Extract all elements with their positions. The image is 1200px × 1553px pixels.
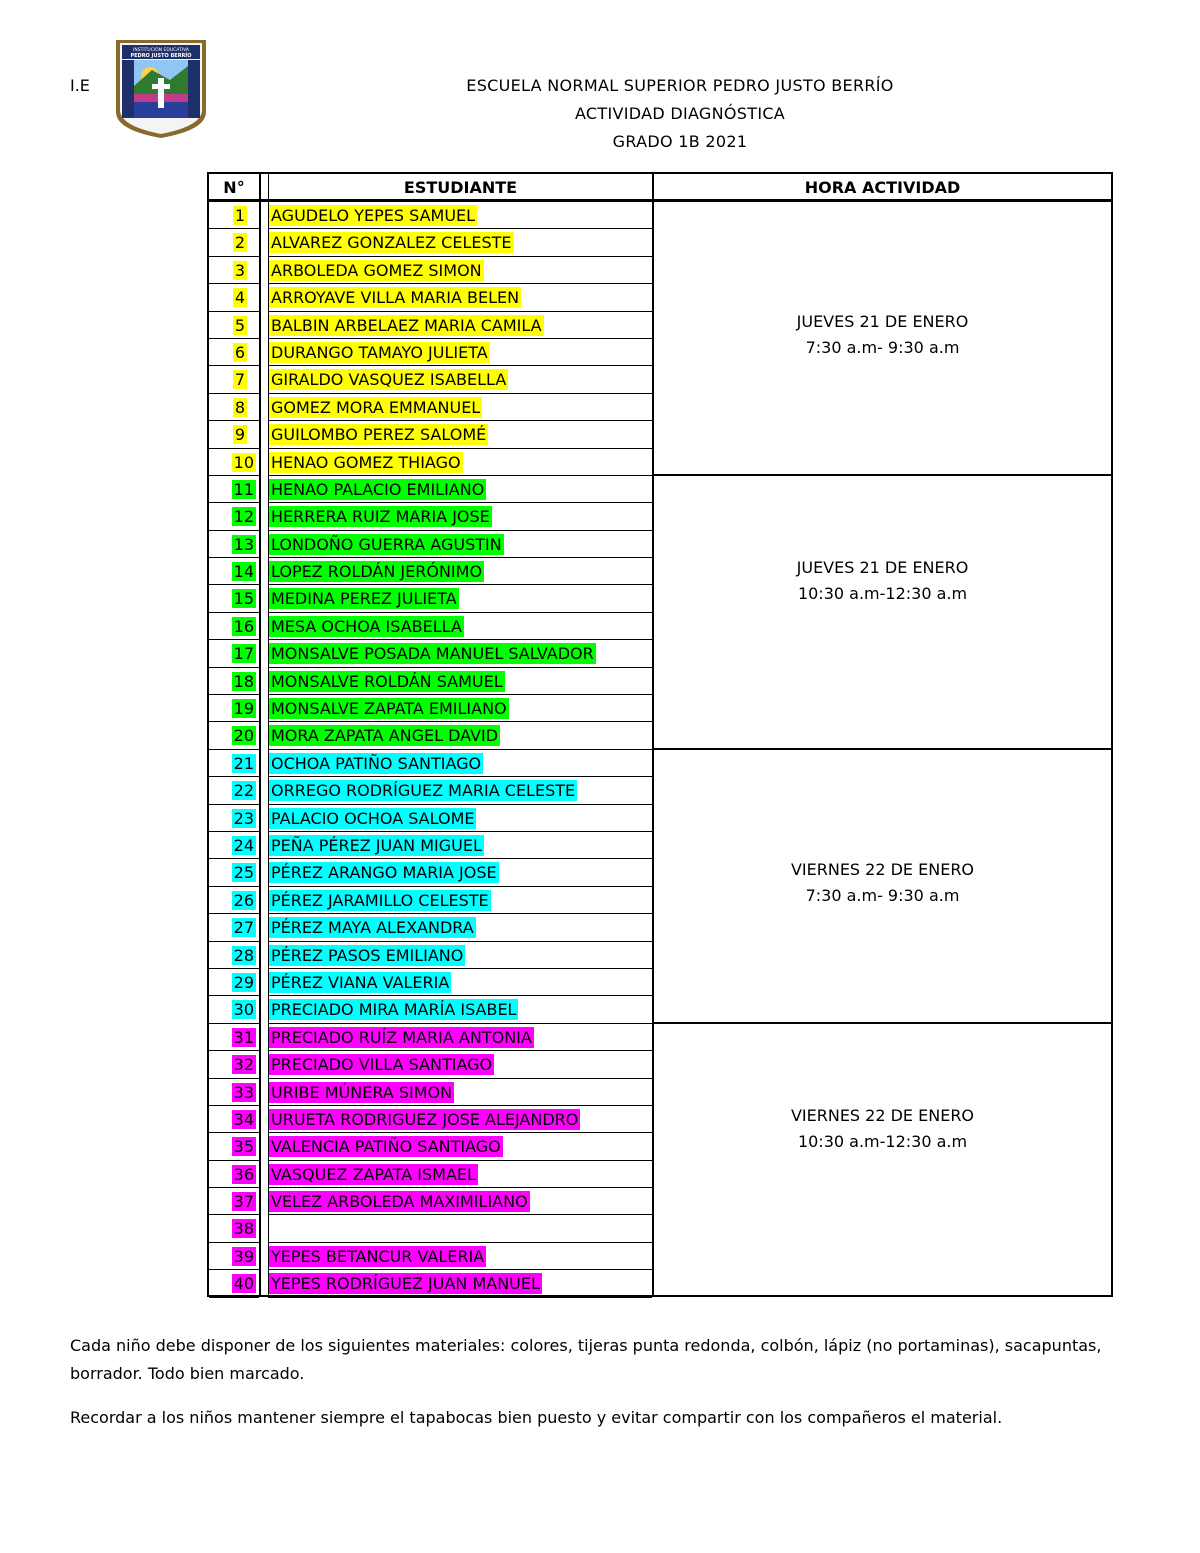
student-cell <box>268 859 652 886</box>
student-number: 34 <box>233 1109 254 1129</box>
student-number: 37 <box>233 1192 254 1212</box>
student-cell <box>268 613 652 640</box>
number-cell <box>209 805 259 832</box>
student-name: BALBIN ARBELAEZ MARIA CAMILA <box>271 315 542 335</box>
student-number: 18 <box>233 671 254 691</box>
number-cell <box>209 942 259 969</box>
number-cell <box>209 531 259 558</box>
student-cell <box>268 558 652 585</box>
student-name: PÉREZ PASOS EMILIANO <box>271 945 464 965</box>
student-name: PALACIO OCHOA SALOME <box>271 808 475 828</box>
student-cell <box>268 503 652 530</box>
student-cell <box>268 996 652 1023</box>
student-cell <box>268 750 652 777</box>
student-cell <box>268 366 652 393</box>
student-cell <box>268 421 652 448</box>
student-cell <box>268 640 652 667</box>
student-cell <box>268 777 652 804</box>
student-name: PÉREZ MAYA ALEXANDRA <box>271 918 474 938</box>
student-cell <box>268 805 652 832</box>
student-number: 38 <box>233 1219 254 1239</box>
student-number: 10 <box>233 452 254 472</box>
student-name: MORA ZAPATA ANGEL DAVID <box>271 726 499 746</box>
student-number: 20 <box>233 726 254 746</box>
number-cell <box>209 202 259 229</box>
student-cell <box>268 312 652 339</box>
student-name: PÉREZ ARANGO MARIA JOSE <box>271 863 497 883</box>
slot-time: 7:30 a.m- 9:30 a.m <box>805 338 960 357</box>
student-cell <box>268 1133 652 1160</box>
student-number: 8 <box>234 397 245 417</box>
number-cell <box>209 1215 259 1242</box>
header-time: HORA ACTIVIDAD <box>804 178 961 197</box>
student-number: 16 <box>233 616 254 636</box>
number-cell <box>209 1024 259 1051</box>
time-slot <box>654 1024 1111 1298</box>
student-cell <box>268 476 652 503</box>
number-cell <box>209 229 259 256</box>
number-cell <box>209 777 259 804</box>
student-number: 39 <box>233 1246 254 1266</box>
number-cell <box>209 668 259 695</box>
student-name: DURANGO TAMAYO JULIETA <box>271 342 488 362</box>
student-name: ARBOLEDA GOMEZ SIMON <box>271 260 482 280</box>
student-name: GUILOMBO PEREZ SALOMÉ <box>271 425 487 445</box>
student-number: 15 <box>233 589 254 609</box>
number-cell <box>209 339 259 366</box>
student-number: 26 <box>233 890 254 910</box>
number-cell <box>209 1051 259 1078</box>
number-cell <box>209 1243 259 1270</box>
student-cell <box>268 1161 652 1188</box>
student-schedule-table <box>207 172 1113 1297</box>
number-cell <box>209 1270 259 1297</box>
slot-day: JUEVES 21 DE ENERO <box>796 558 969 577</box>
student-cell <box>268 1270 652 1297</box>
student-number: 7 <box>234 370 245 390</box>
student-name: URUETA RODRIGUEZ JOSE ALEJANDRO <box>271 1109 579 1129</box>
time-slot <box>654 202 1111 476</box>
student-name: PÉREZ VIANA VALERIA <box>271 972 450 992</box>
student-name: ARROYAVE VILLA MARIA BELEN <box>271 288 520 308</box>
student-number: 33 <box>233 1082 254 1102</box>
student-number: 40 <box>233 1274 254 1294</box>
student-number: 11 <box>233 479 254 499</box>
slot-time: 10:30 a.m-12:30 a.m <box>797 584 968 603</box>
number-cell <box>209 722 259 749</box>
student-cell <box>268 695 652 722</box>
number-cell <box>209 1079 259 1106</box>
student-name: GOMEZ MORA EMMANUEL <box>271 397 481 417</box>
student-cell <box>268 1243 652 1270</box>
student-number: 21 <box>233 753 254 773</box>
student-name: HENAO PALACIO EMILIANO <box>271 479 485 499</box>
student-cell <box>268 969 652 996</box>
number-cell <box>209 585 259 612</box>
student-name: MONSALVE ROLDÁN SAMUEL <box>271 671 503 691</box>
student-name: YEPES RODRÍGUEZ JUAN MANUEL <box>271 1274 540 1294</box>
student-number: 14 <box>233 562 254 582</box>
student-name: HENAO GOMEZ THIAGO <box>271 452 461 472</box>
svg-text:PEDRO JUSTO BERRÍO: PEDRO JUSTO BERRÍO <box>130 53 192 59</box>
student-name: AGUDELO YEPES SAMUEL <box>271 206 476 225</box>
reminder-note: Recordar a los niños mantener siempre el tapabocas bien puesto y evitar compartir con los compañeros el material. <box>70 1408 1003 1427</box>
number-cell <box>209 421 259 448</box>
grade-year: GRADO 1B 2021 <box>612 132 748 151</box>
number-cell <box>209 695 259 722</box>
svg-text:INSTITUCIÓN EDUCATIVA: INSTITUCIÓN EDUCATIVA <box>133 48 189 53</box>
student-number: 12 <box>233 507 254 527</box>
student-number: 22 <box>233 781 254 801</box>
student-number: 23 <box>233 808 254 828</box>
student-cell <box>268 942 652 969</box>
student-name: MEDINA PEREZ JULIETA <box>271 589 457 609</box>
student-name: PÉREZ JARAMILLO CELESTE <box>271 890 489 910</box>
number-cell <box>209 996 259 1023</box>
student-number: 4 <box>234 288 245 308</box>
slot-time: 7:30 a.m- 9:30 a.m <box>805 886 960 905</box>
number-cell <box>209 366 259 393</box>
student-cell <box>268 284 652 311</box>
student-cell <box>268 1188 652 1215</box>
student-cell <box>268 1215 652 1242</box>
student-name: PRECIADO MIRA MARÍA ISABEL <box>271 1000 517 1020</box>
table-header <box>209 174 1111 202</box>
student-number: 32 <box>233 1055 254 1075</box>
number-cell <box>209 1161 259 1188</box>
student-cell <box>268 722 652 749</box>
student-cell <box>268 1106 652 1133</box>
student-name: PRECIADO RUÍZ MARIA ANTONIA <box>271 1027 532 1047</box>
student-name: MONSALVE POSADA MANUEL SALVADOR <box>271 644 594 664</box>
student-name: VALENCIA PATIÑO SANTIAGO <box>271 1137 501 1157</box>
number-cell <box>209 859 259 886</box>
student-number: 24 <box>233 835 254 855</box>
number-cell <box>209 1188 259 1215</box>
student-number: 27 <box>233 918 254 938</box>
student-cell <box>268 449 652 476</box>
number-cell <box>209 476 259 503</box>
number-cell <box>209 613 259 640</box>
student-cell <box>268 257 652 284</box>
number-cell <box>209 1133 259 1160</box>
student-number: 19 <box>233 699 254 719</box>
student-name: PEÑA PÉREZ JUAN MIGUEL <box>271 835 482 855</box>
student-number: 6 <box>234 342 245 362</box>
student-name: VASQUEZ ZAPATA ISMAEL <box>271 1164 476 1184</box>
student-cell <box>268 585 652 612</box>
number-cell <box>209 284 259 311</box>
number-cell <box>209 312 259 339</box>
student-name: MESA OCHOA ISABELLA <box>271 616 462 636</box>
student-name: VELEZ ARBOLEDA MAXIMILIANO <box>271 1192 528 1212</box>
number-cell <box>209 914 259 941</box>
number-cell <box>209 887 259 914</box>
student-cell <box>268 887 652 914</box>
student-cell <box>268 914 652 941</box>
number-cell <box>209 750 259 777</box>
student-name: LOPEZ ROLDÁN JERÓNIMO <box>271 562 483 582</box>
student-number: 2 <box>234 233 245 253</box>
student-name: ORREGO RODRÍGUEZ MARIA CELESTE <box>271 781 576 801</box>
student-name: MONSALVE ZAPATA EMILIANO <box>271 699 507 719</box>
student-number: 5 <box>234 315 245 335</box>
student-cell <box>268 1079 652 1106</box>
student-number: 3 <box>234 260 245 280</box>
student-name: YEPES BETANCUR VALERIA <box>271 1246 485 1266</box>
student-number: 1 <box>234 206 245 225</box>
student-number: 29 <box>233 972 254 992</box>
number-cell <box>209 394 259 421</box>
student-number: 13 <box>233 534 254 554</box>
student-cell <box>268 832 652 859</box>
activity-title: ACTIVIDAD DIAGNÓSTICA <box>574 104 786 123</box>
number-cell <box>209 449 259 476</box>
time-slot <box>654 476 1111 750</box>
student-cell <box>268 394 652 421</box>
number-cell <box>209 1106 259 1133</box>
number-cell <box>209 257 259 284</box>
number-cell <box>209 640 259 667</box>
student-name: URIBE MÚNERA SIMON <box>271 1082 453 1102</box>
student-name: GIRALDO VASQUEZ ISABELLA <box>271 370 507 390</box>
slot-day: VIERNES 22 DE ENERO <box>790 1106 975 1125</box>
slot-day: VIERNES 22 DE ENERO <box>790 860 975 879</box>
student-number: 28 <box>233 945 254 965</box>
student-number: 30 <box>233 1000 254 1020</box>
header-student: ESTUDIANTE <box>403 178 518 197</box>
student-cell <box>268 1024 652 1051</box>
materials-note: Cada niño debe disponer de los siguientes materiales: colores, tijeras punta redonda, colbón, lápiz (no portaminas), sacapuntas, borrador. Todo bien marcado. <box>70 1336 1102 1383</box>
student-number: 9 <box>234 425 245 445</box>
ie-label: I.E <box>70 76 90 95</box>
student-cell <box>268 202 652 229</box>
school-crest-logo <box>112 38 210 140</box>
student-cell <box>268 668 652 695</box>
number-cell <box>209 832 259 859</box>
student-number: 25 <box>233 863 254 883</box>
student-name: PRECIADO VILLA SANTIAGO <box>271 1055 493 1075</box>
number-cell <box>209 503 259 530</box>
student-cell <box>268 339 652 366</box>
student-name: OCHOA PATIÑO SANTIAGO <box>271 753 482 773</box>
student-number: 17 <box>233 644 254 664</box>
student-cell <box>268 1051 652 1078</box>
school-name: ESCUELA NORMAL SUPERIOR PEDRO JUSTO BERRÍO <box>466 76 894 95</box>
student-cell <box>268 531 652 558</box>
student-number: 35 <box>233 1137 254 1157</box>
student-number: 31 <box>233 1027 254 1047</box>
number-cell <box>209 558 259 585</box>
student-cell <box>268 229 652 256</box>
time-slot <box>654 750 1111 1024</box>
student-name: LONDOÑO GUERRA AGUSTIN <box>271 534 502 554</box>
student-name: HERRERA RUIZ MARIA JOSE <box>271 507 490 527</box>
header-number: N° <box>223 178 245 197</box>
number-cell <box>209 969 259 996</box>
slot-day: JUEVES 21 DE ENERO <box>796 312 969 331</box>
student-name: ALVAREZ GONZALEZ CELESTE <box>271 233 512 253</box>
student-number: 36 <box>233 1164 254 1184</box>
slot-time: 10:30 a.m-12:30 a.m <box>797 1132 968 1151</box>
